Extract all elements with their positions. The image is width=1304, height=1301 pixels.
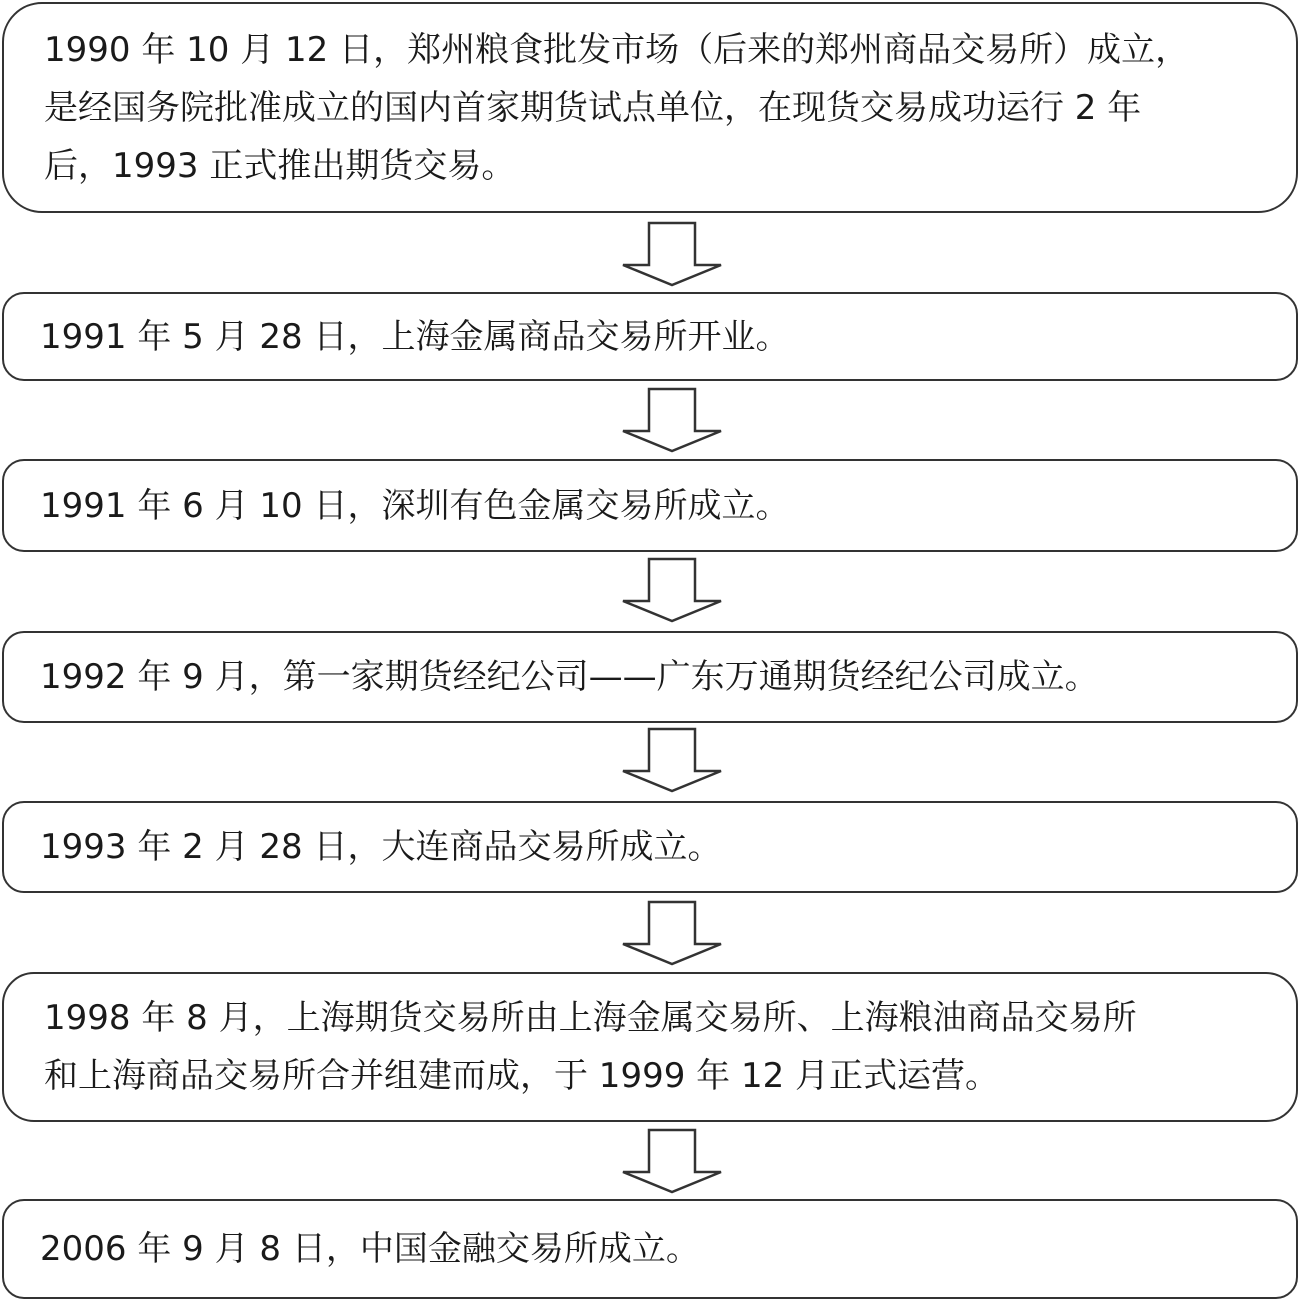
step-line: 和上海商品交易所合并组建而成，于 1999 年 12 月正式运营。 [44,1056,1000,1096]
step-line: 1992 年 9 月，第一家期货经纪公司——广东万通期货经纪公司成立。 [40,657,1099,697]
down-arrow-icon [617,727,727,793]
step-text [40,308,1266,366]
timeline-step-2006 [2,1199,1298,1299]
timeline-step-1991-may [2,292,1298,381]
timeline-step-1990 [2,2,1298,213]
down-arrow-icon [617,557,727,623]
timeline-step-1993 [2,801,1298,893]
step-line: 2006 年 9 月 8 日，中国金融交易所成立。 [40,1229,700,1269]
down-arrow-icon [617,387,727,453]
step-line: 1991 年 5 月 28 日，上海金属商品交易所开业。 [40,316,790,357]
step-line: 后，1993 正式推出期货交易。 [44,145,516,186]
step-text [40,477,1266,535]
step-line: 1991 年 6 月 10 日，深圳有色金属交易所成立。 [40,485,790,526]
down-arrow-icon [617,1128,727,1194]
step-line: 1990 年 10 月 12 日，郑州粮食批发市场（后来的郑州商品交易所）成立， [44,29,1190,70]
step-line: 是经国务院批准成立的国内首家期货试点单位，在现货交易成功运行 2 年 [44,87,1142,128]
timeline-step-1992 [2,631,1298,723]
step-text [40,1220,1266,1278]
step-text [40,648,1266,706]
step-line: 1998 年 8 月，上海期货交易所由上海金属交易所、上海粮油商品交易所 [44,998,1137,1038]
timeline-step-1998 [2,972,1298,1122]
down-arrow-icon [617,900,727,966]
timeline-step-1991-june [2,459,1298,552]
step-text [44,989,1266,1105]
step-line: 1993 年 2 月 28 日，大连商品交易所成立。 [40,827,722,867]
down-arrow-icon [617,221,727,287]
step-text [40,818,1266,876]
step-text [44,21,1266,195]
